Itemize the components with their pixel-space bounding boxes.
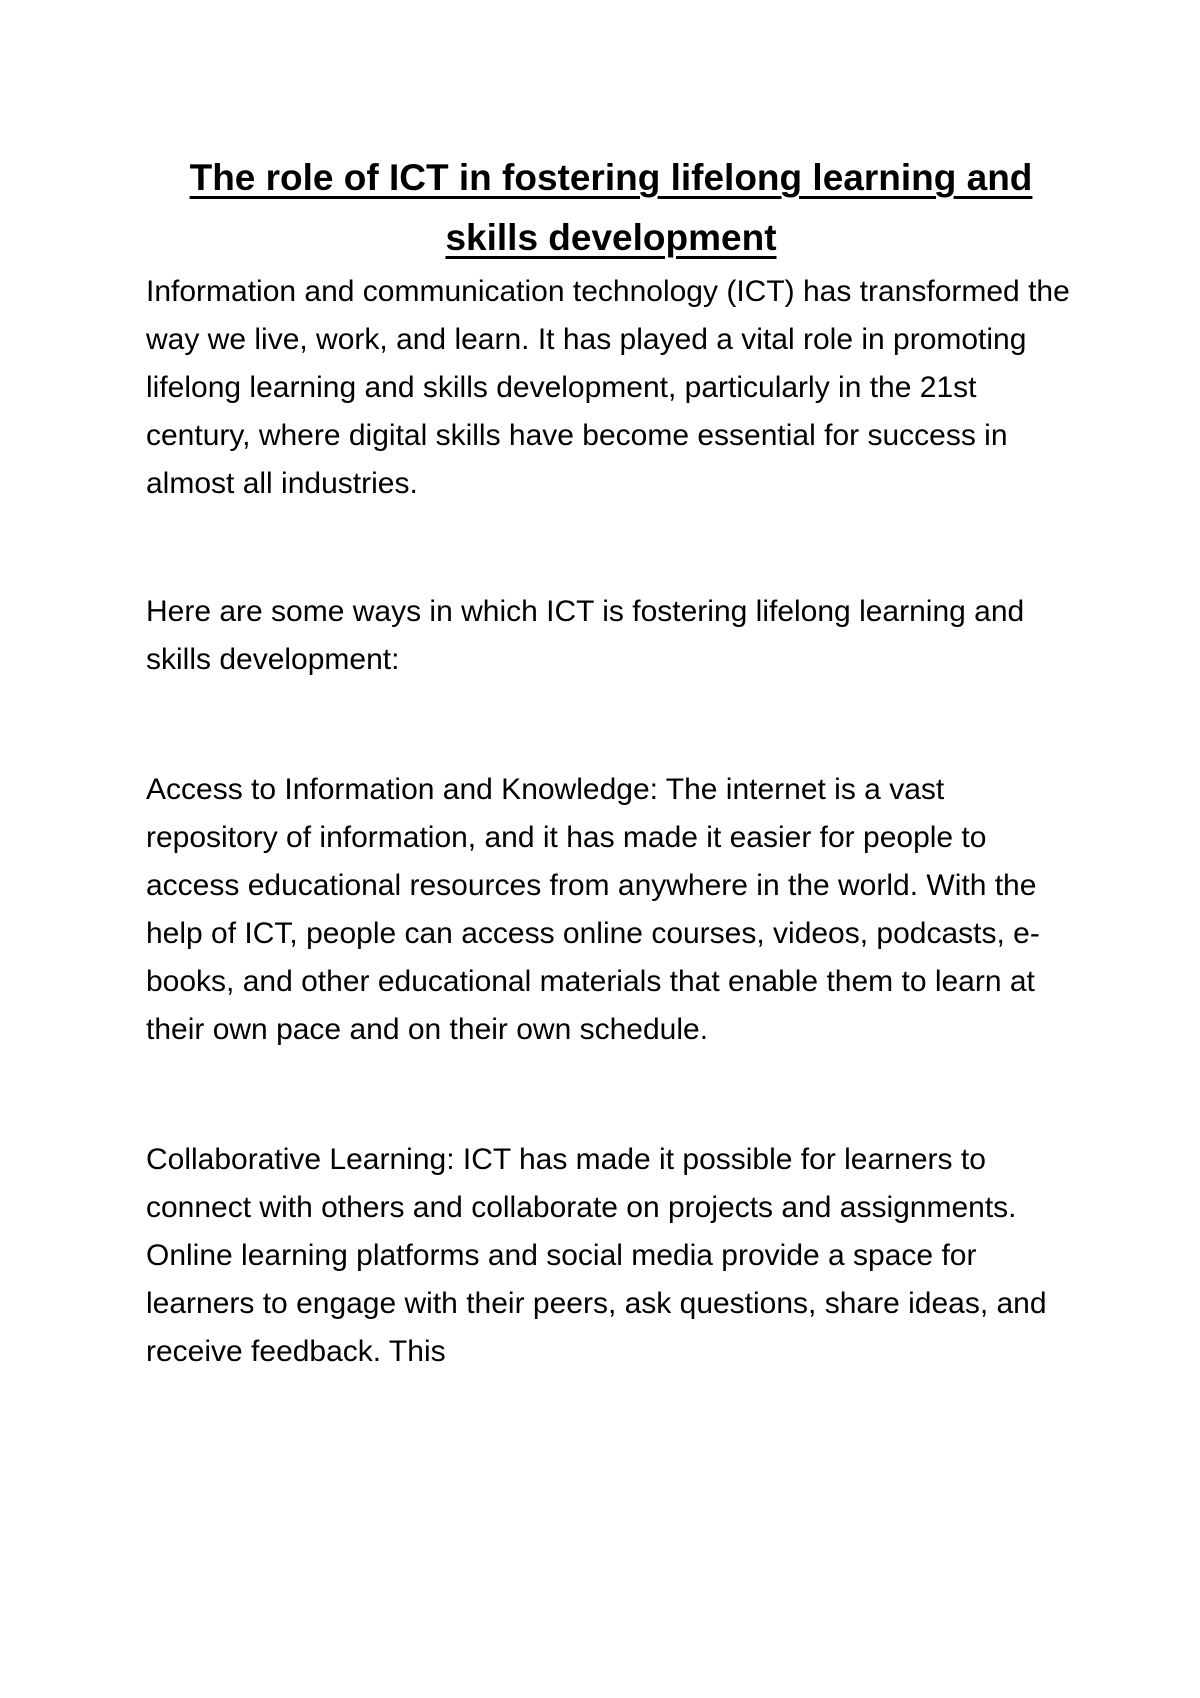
document-title: The role of ICT in fostering lifelong learning and skills development [189,157,1033,258]
paragraph-collaborative: Collaborative Learning: ICT has made it possible for learners to connect with others and collaborate on projects and assignments. Online learning platforms and social media provide a space for learners to engage with their peers, ask questions, share ideas, and receive feedback. This [146,1143,1047,1368]
paragraph-ways: Here are some ways in which ICT is fostering lifelong learning and skills development: [146,595,1025,676]
paragraph-intro: Information and communication technology (ICT) has transformed the way we live, work, and learn. It has played a vital role in promoting lifelong learning and skills development, particularly in the 21st century, where digital skills have become essential for success in almost all industries. [146,275,1070,500]
document-body [146,148,1076,1376]
paragraph-access: Access to Information and Knowledge: The internet is a vast repository of information, and it has made it easier for people to access educational resources from anywhere in the world. With the help of ICT, people can access online courses, videos, podcasts, e-books, and other educational materials that enable them to learn at their own pace and on their own schedule. [146,773,1040,1046]
